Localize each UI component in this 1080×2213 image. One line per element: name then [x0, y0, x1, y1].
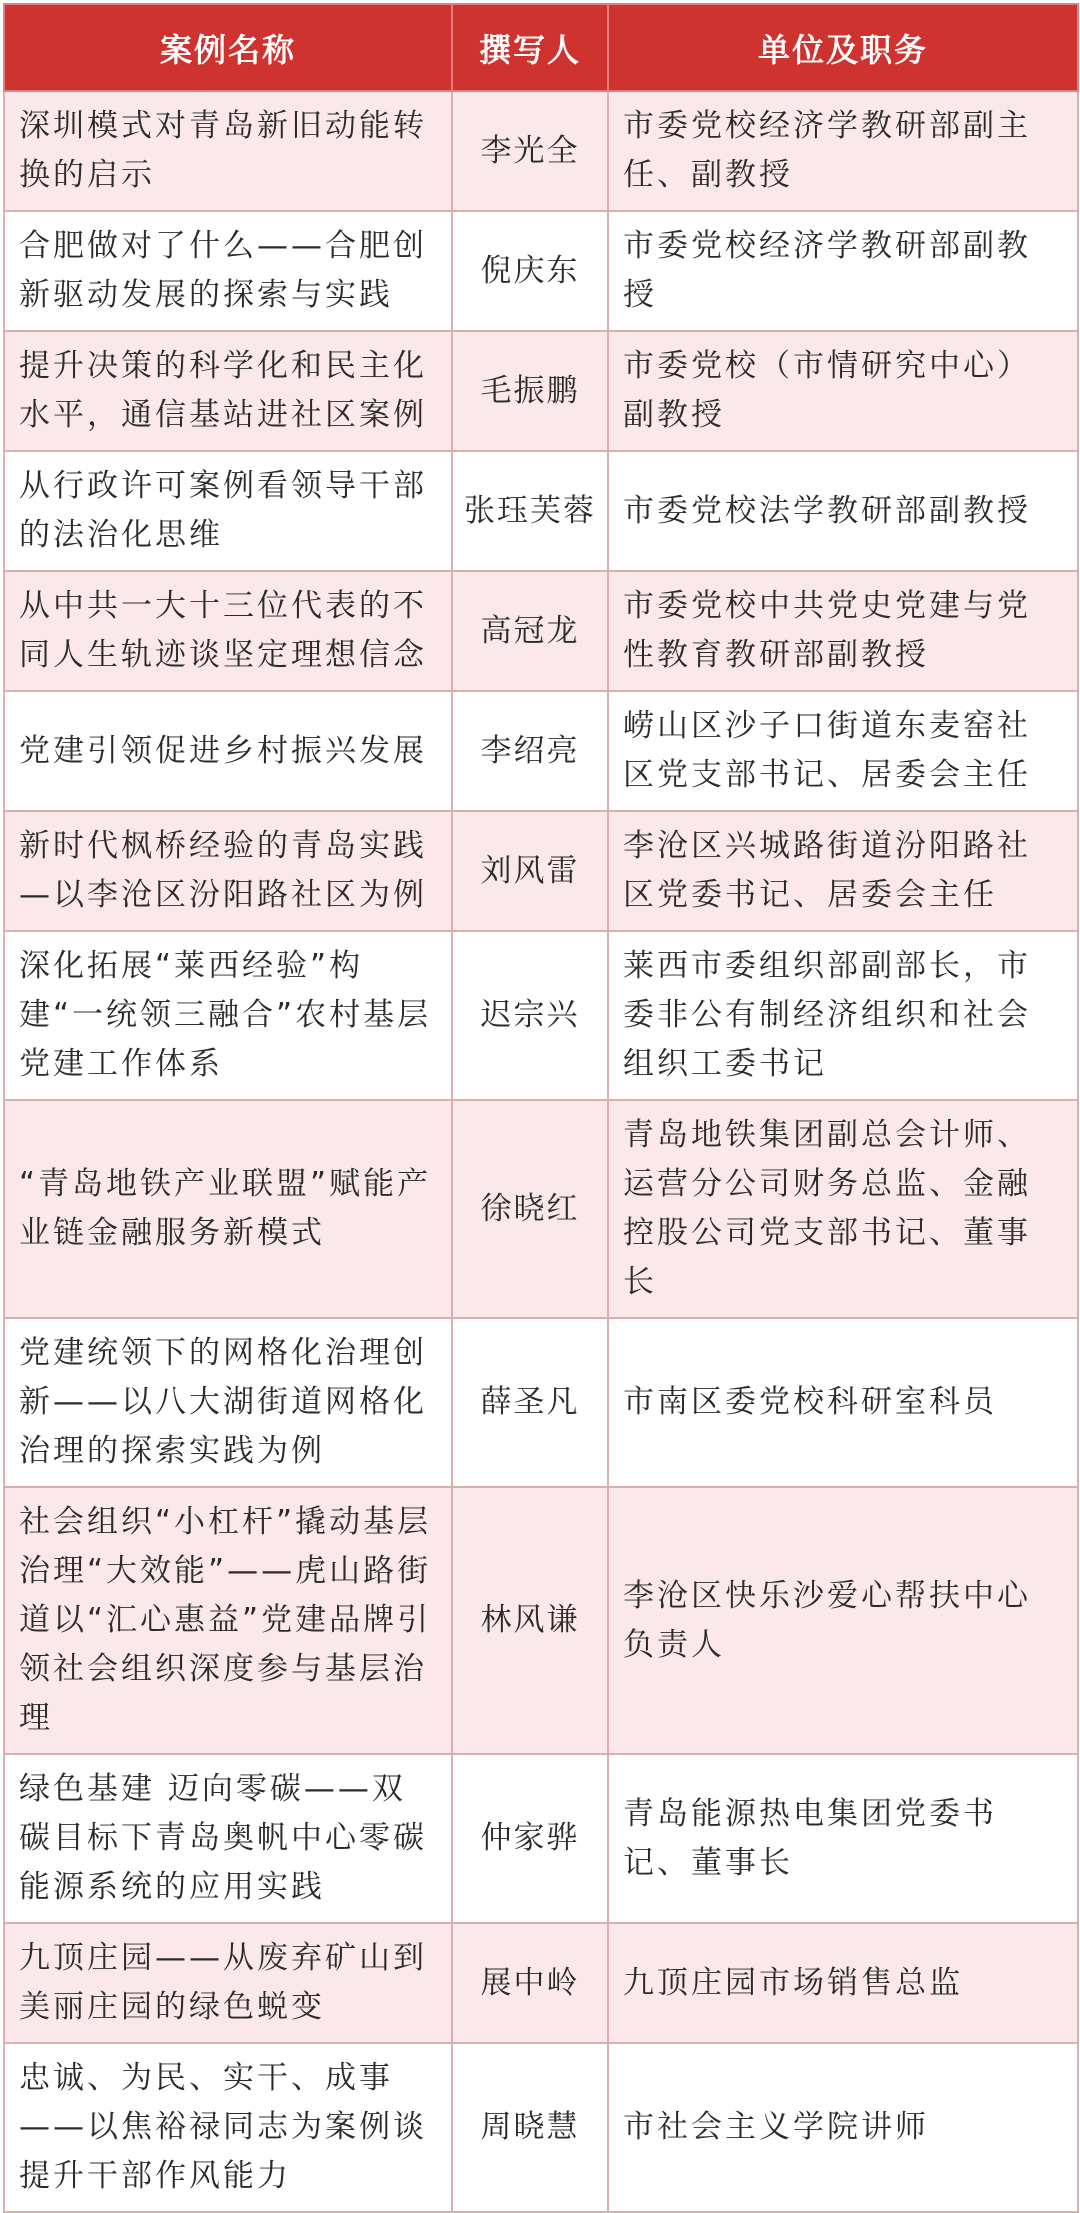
unit-title-cell: 市社会主义学院讲师: [608, 2043, 1078, 2212]
author-cell: 张珏芙蓉: [452, 451, 608, 571]
author-cell: 高冠龙: [452, 571, 608, 691]
case-name-cell: 新时代枫桥经验的青岛实践—以李沧区汾阳路社区为例: [4, 811, 452, 931]
author-cell: 林风谦: [452, 1487, 608, 1754]
unit-title-cell: 李沧区兴城路街道汾阳路社区党委书记、居委会主任: [608, 811, 1078, 931]
header-author: 撰写人: [452, 4, 608, 91]
case-name-cell: 忠诚、为民、实干、成事——以焦裕禄同志为案例谈提升干部作风能力: [4, 2043, 452, 2212]
author-cell: 李绍亮: [452, 691, 608, 811]
table-row: [4, 1318, 1078, 1487]
author-cell: 刘风雷: [452, 811, 608, 931]
table-header-row: [4, 4, 1078, 91]
table-row: [4, 2043, 1078, 2212]
case-name-cell: 绿色基建 迈向零碳——双碳目标下青岛奥帆中心零碳能源系统的应用实践: [4, 1754, 452, 1923]
unit-title-cell: 市委党校法学教研部副教授: [608, 451, 1078, 571]
header-case-name: 案例名称: [4, 4, 452, 91]
author-cell: 毛振鹏: [452, 331, 608, 451]
table-row: [4, 1923, 1078, 2043]
case-name-cell: 九顶庄园——从废弃矿山到美丽庄园的绿色蜕变: [4, 1923, 452, 2043]
table-row: [4, 1100, 1078, 1318]
case-table: [3, 3, 1079, 2213]
unit-title-cell: 青岛地铁集团副总会计师、运营分公司财务总监、金融控股公司党支部书记、董事长: [608, 1100, 1078, 1318]
author-cell: 迟宗兴: [452, 931, 608, 1100]
author-cell: 展中岭: [452, 1923, 608, 2043]
table-row: [4, 1754, 1078, 1923]
header-unit-title: 单位及职务: [608, 4, 1078, 91]
author-cell: 倪庆东: [452, 211, 608, 331]
case-name-cell: 深化拓展“莱西经验”构建“一统领三融合”农村基层党建工作体系: [4, 931, 452, 1100]
case-name-cell: 党建统领下的网格化治理创新——以八大湖街道网格化治理的探索实践为例: [4, 1318, 452, 1487]
case-name-cell: “青岛地铁产业联盟”赋能产业链金融服务新模式: [4, 1100, 452, 1318]
author-cell: 徐晓红: [452, 1100, 608, 1318]
unit-title-cell: 崂山区沙子口街道东麦窑社区党支部书记、居委会主任: [608, 691, 1078, 811]
case-name-cell: 从中共一大十三位代表的不同人生轨迹谈坚定理想信念: [4, 571, 452, 691]
case-name-cell: 从行政许可案例看领导干部的法治化思维: [4, 451, 452, 571]
author-cell: 薛圣凡: [452, 1318, 608, 1487]
table-row: [4, 211, 1078, 331]
author-cell: 李光全: [452, 91, 608, 211]
table-row: [4, 331, 1078, 451]
table-row: [4, 91, 1078, 211]
unit-title-cell: 九顶庄园市场销售总监: [608, 1923, 1078, 2043]
unit-title-cell: 市委党校经济学教研部副主任、副教授: [608, 91, 1078, 211]
case-name-cell: 合肥做对了什么——合肥创新驱动发展的探索与实践: [4, 211, 452, 331]
table-row: [4, 451, 1078, 571]
case-name-cell: 社会组织“小杠杆”撬动基层治理“大效能”——虎山路街道以“汇心惠益”党建品牌引领社会组织深度参与基层治理: [4, 1487, 452, 1754]
table-row: [4, 811, 1078, 931]
author-cell: 仲家骅: [452, 1754, 608, 1923]
author-cell: 周晓慧: [452, 2043, 608, 2212]
unit-title-cell: 市南区委党校科研室科员: [608, 1318, 1078, 1487]
case-name-cell: 提升决策的科学化和民主化水平，通信基站进社区案例: [4, 331, 452, 451]
case-name-cell: 党建引领促进乡村振兴发展: [4, 691, 452, 811]
unit-title-cell: 李沧区快乐沙爱心帮扶中心负责人: [608, 1487, 1078, 1754]
table-row: [4, 571, 1078, 691]
unit-title-cell: 市委党校中共党史党建与党性教育教研部副教授: [608, 571, 1078, 691]
table-row: [4, 691, 1078, 811]
unit-title-cell: 莱西市委组织部副部长，市委非公有制经济组织和社会组织工委书记: [608, 931, 1078, 1100]
table-row: [4, 931, 1078, 1100]
unit-title-cell: 市委党校（市情研究中心）副教授: [608, 331, 1078, 451]
unit-title-cell: 市委党校经济学教研部副教授: [608, 211, 1078, 331]
table-row: [4, 1487, 1078, 1754]
case-name-cell: 深圳模式对青岛新旧动能转换的启示: [4, 91, 452, 211]
unit-title-cell: 青岛能源热电集团党委书记、董事长: [608, 1754, 1078, 1923]
